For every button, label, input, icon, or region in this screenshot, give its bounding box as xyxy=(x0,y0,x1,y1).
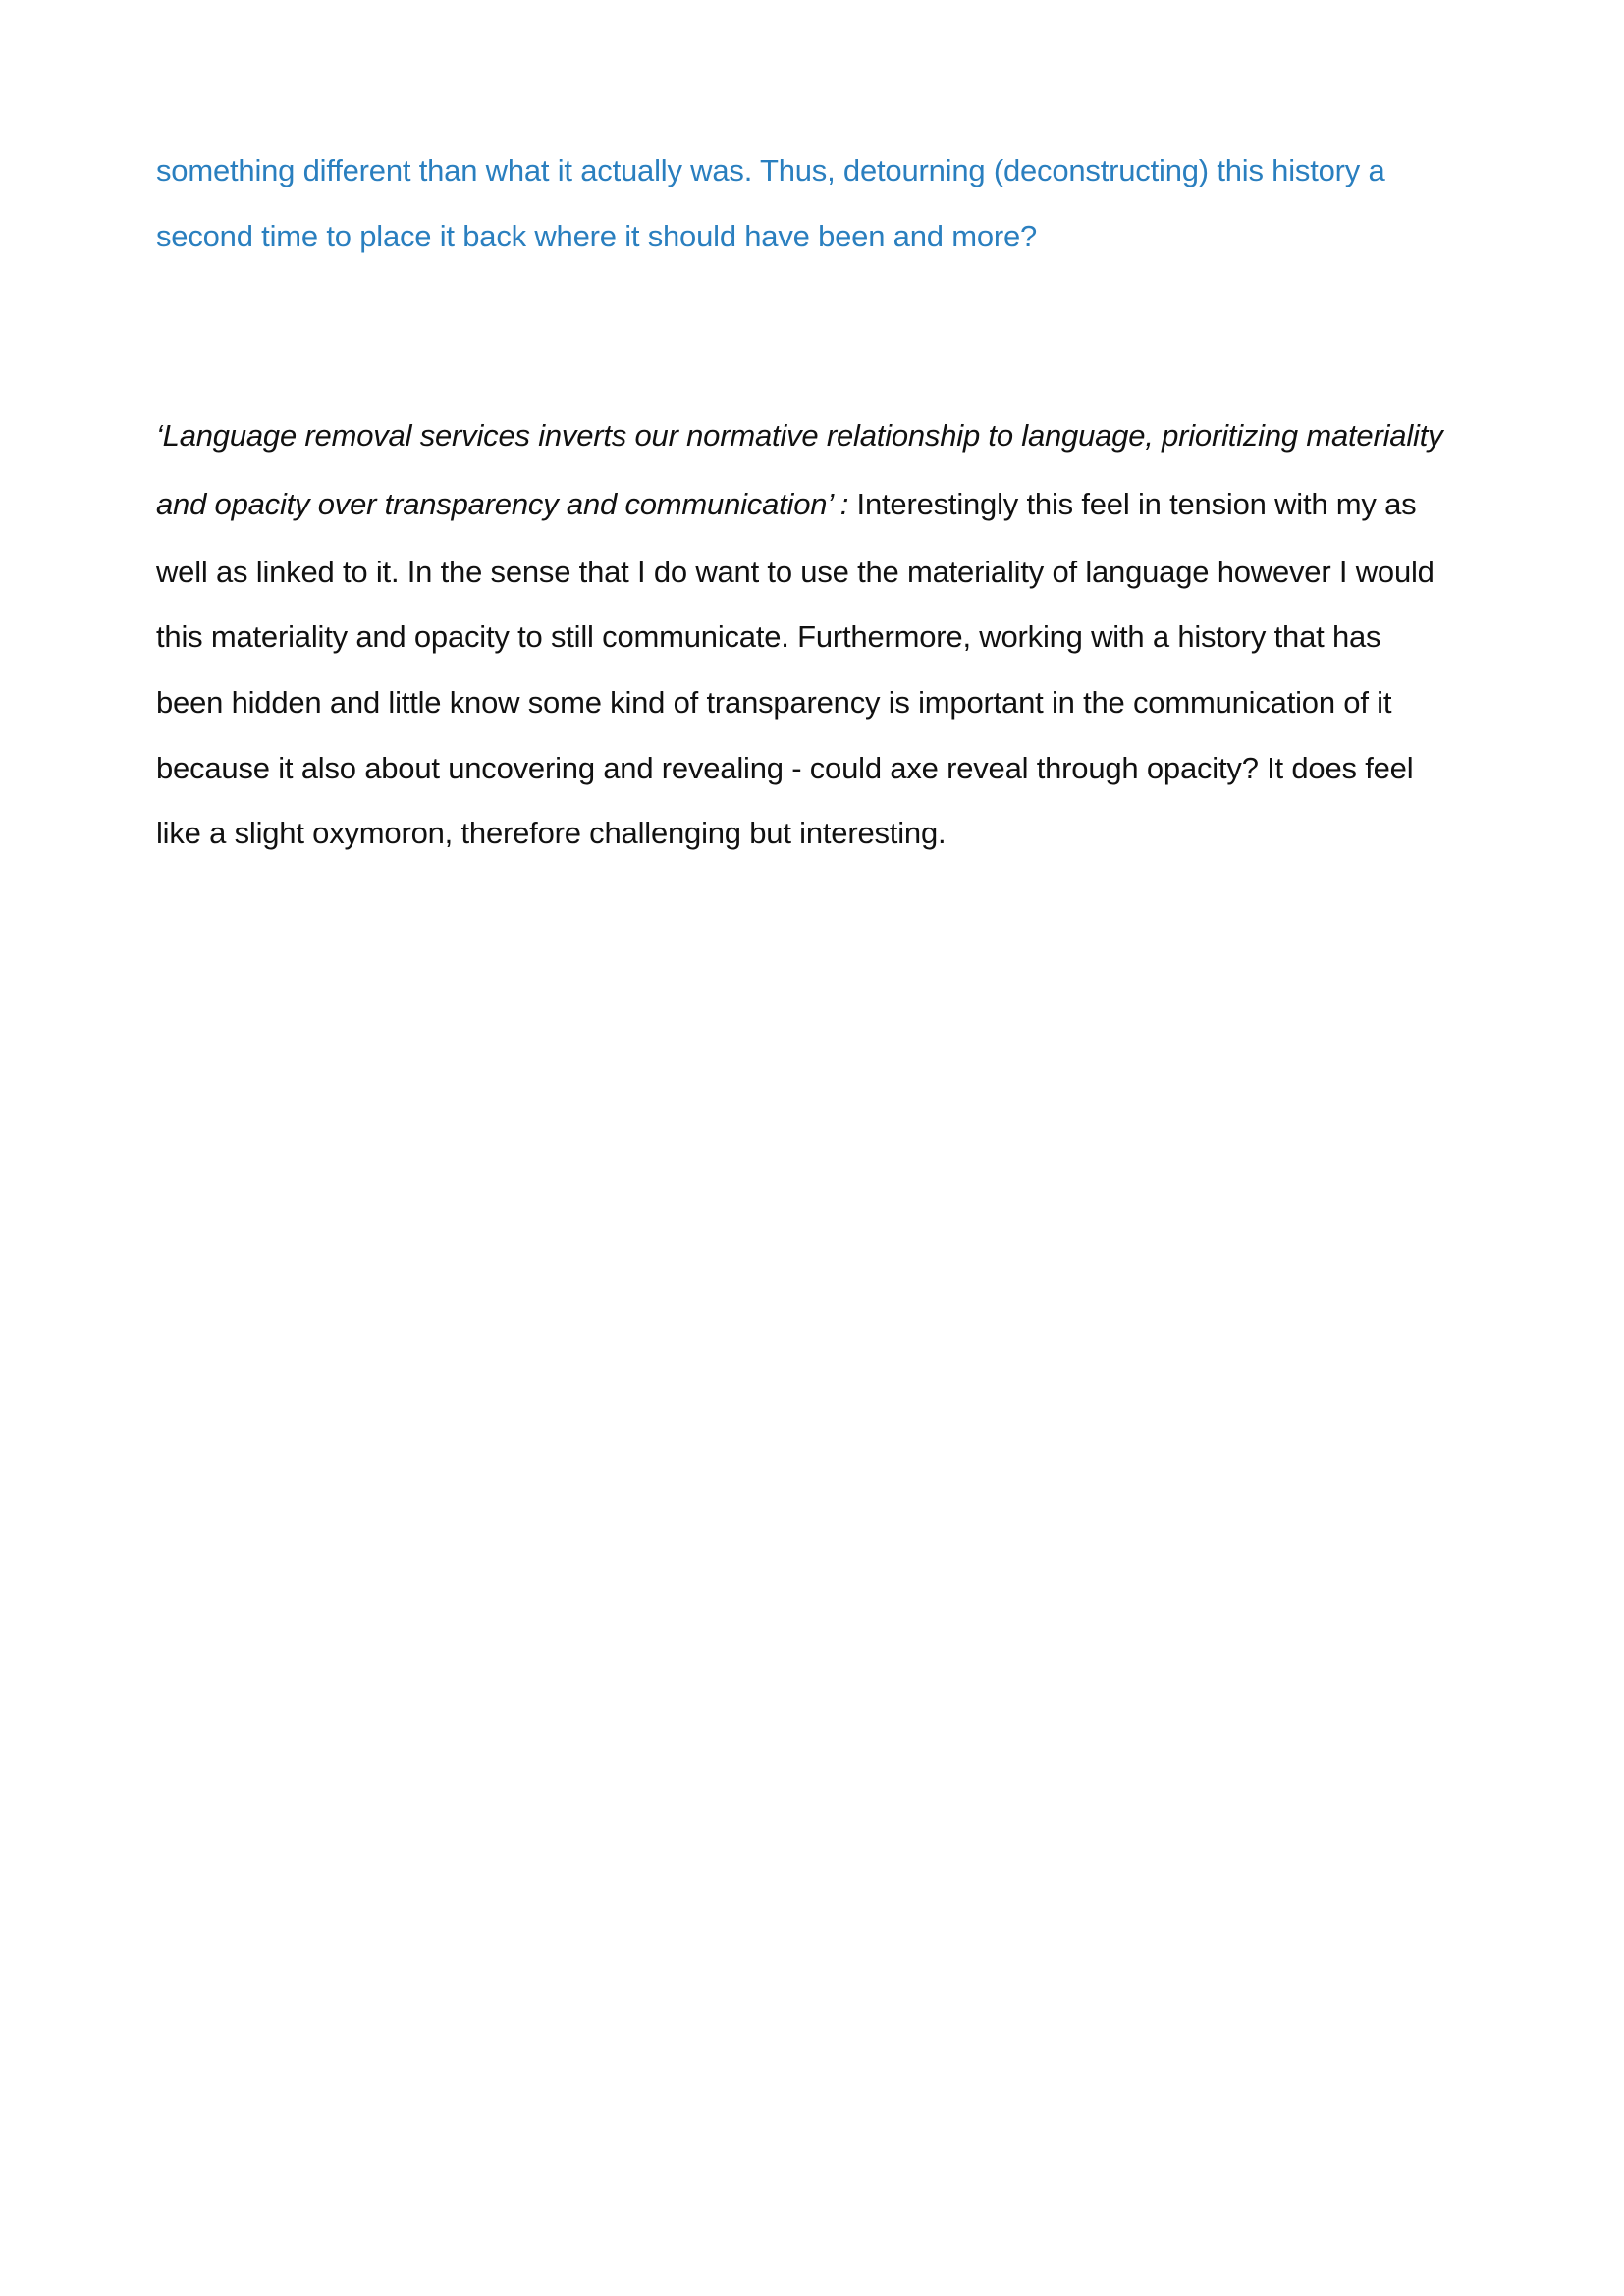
paragraph-line-7: like a slight oxymoron, therefore challenging but interesting. xyxy=(156,816,947,850)
paragraph-line-6: because it also about uncovering and revealing - could axe reveal through opacity? It does feel xyxy=(156,751,1414,785)
quote-line-1: ‘Language removal services inverts our normative relationship to language, prioritizing materiality xyxy=(156,418,1443,453)
quote-line-2: and opacity over transparency and communication’ : xyxy=(156,487,857,521)
blue-paragraph-line-2: second time to place it back where it should have been and more? xyxy=(156,219,1038,253)
paragraph-line-2 xyxy=(156,485,1416,524)
paragraph-line-5: been hidden and little know some kind of transparency is important in the communication of it xyxy=(156,685,1392,720)
paragraph-line-4: this materiality and opacity to still communicate. Furthermore, working with a history that has xyxy=(156,619,1381,654)
blue-paragraph-line-1: something different than what it actually was. Thus, detourning (deconstructing) this history a xyxy=(156,153,1385,187)
paragraph-line-3: well as linked to it. In the sense that I do want to use the materiality of language however I would xyxy=(156,555,1435,589)
paragraph-line-2-text: Interestingly this feel in tension with my as xyxy=(856,487,1417,521)
